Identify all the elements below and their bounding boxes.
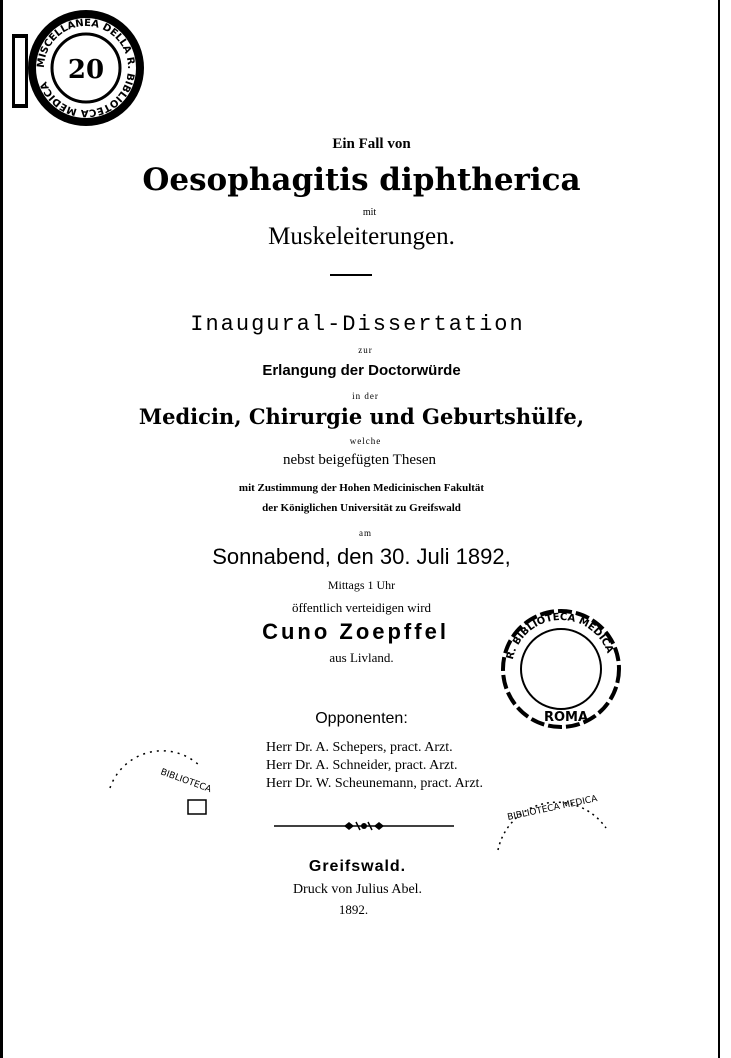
- author-name: Cuno Zoepffel: [262, 619, 449, 644]
- word-welche: welche: [349, 436, 382, 446]
- stamp-right-city: ROMA: [543, 710, 589, 725]
- stamp-top-left-ring-text: MISCELLANEA DELLA R. BIBLIOTECA MEDICA: [35, 17, 137, 119]
- defense-date: Sonnabend, den 30. Juli 1892,: [212, 544, 511, 569]
- main-title: Oesophagitis diphtherica: [142, 162, 581, 198]
- stamp-right-ring-text: R. BIBLIOTECA MEDICA: [504, 611, 616, 661]
- ornamental-rule: [274, 818, 454, 832]
- connector-mit: mit: [362, 207, 377, 218]
- word-in-der: in der: [352, 391, 379, 401]
- title-line-intro: Ein Fall von: [332, 136, 411, 152]
- faint-stamp-left-graphic: [100, 748, 220, 828]
- opponent-3: Herr Dr. W. Scheunemann, pract. Arzt.: [266, 776, 483, 791]
- divider-short: [330, 274, 372, 276]
- faint-stamp-left: [100, 748, 220, 828]
- faint-stamp-left-text: BIBLIOTECA: [158, 767, 213, 796]
- subtitle: Muskeleiterungen.: [268, 223, 455, 250]
- faculty-line-2: der Königlichen Universität zu Greifswald: [262, 502, 461, 514]
- publisher-city: Greifswald.: [308, 858, 407, 875]
- word-zur: zur: [358, 345, 373, 355]
- fields-line: Medicin, Chirurgie und Geburtshülfe,: [138, 404, 585, 429]
- faint-stamp-right-text: BIBLIOTECA MEDICA: [506, 794, 599, 823]
- faculty-line-1: mit Zustimmung der Hohen Medicinischen Fakultät: [238, 482, 485, 494]
- defense-time: Mittags 1 Uhr: [327, 578, 396, 592]
- stamp-top-left-number: 20: [67, 55, 105, 85]
- opponent-1: Herr Dr. A. Schepers, pract. Arzt.: [266, 740, 453, 755]
- dissertation-heading: Inaugural-Dissertation: [190, 312, 525, 337]
- author-origin: aus Livland.: [329, 650, 394, 665]
- publisher-printer: Druck von Julius Abel.: [292, 882, 423, 897]
- word-am: am: [359, 528, 372, 538]
- theses-line: nebst beigefügten Thesen: [282, 452, 436, 468]
- publisher-year: 1892.: [338, 902, 369, 917]
- purpose-line: Erlangung der Doctorwürde: [262, 362, 461, 379]
- stamp-top-left-graphic: [8, 6, 148, 130]
- opponent-2: Herr Dr. A. Schneider, pract. Arzt.: [266, 758, 458, 773]
- library-stamp-top-left: [8, 6, 148, 130]
- ornamental-rule-graphic: [274, 819, 454, 833]
- opponents-heading: Opponenten:: [315, 710, 408, 727]
- defend-line: öffentlich verteidigen wird: [291, 600, 432, 615]
